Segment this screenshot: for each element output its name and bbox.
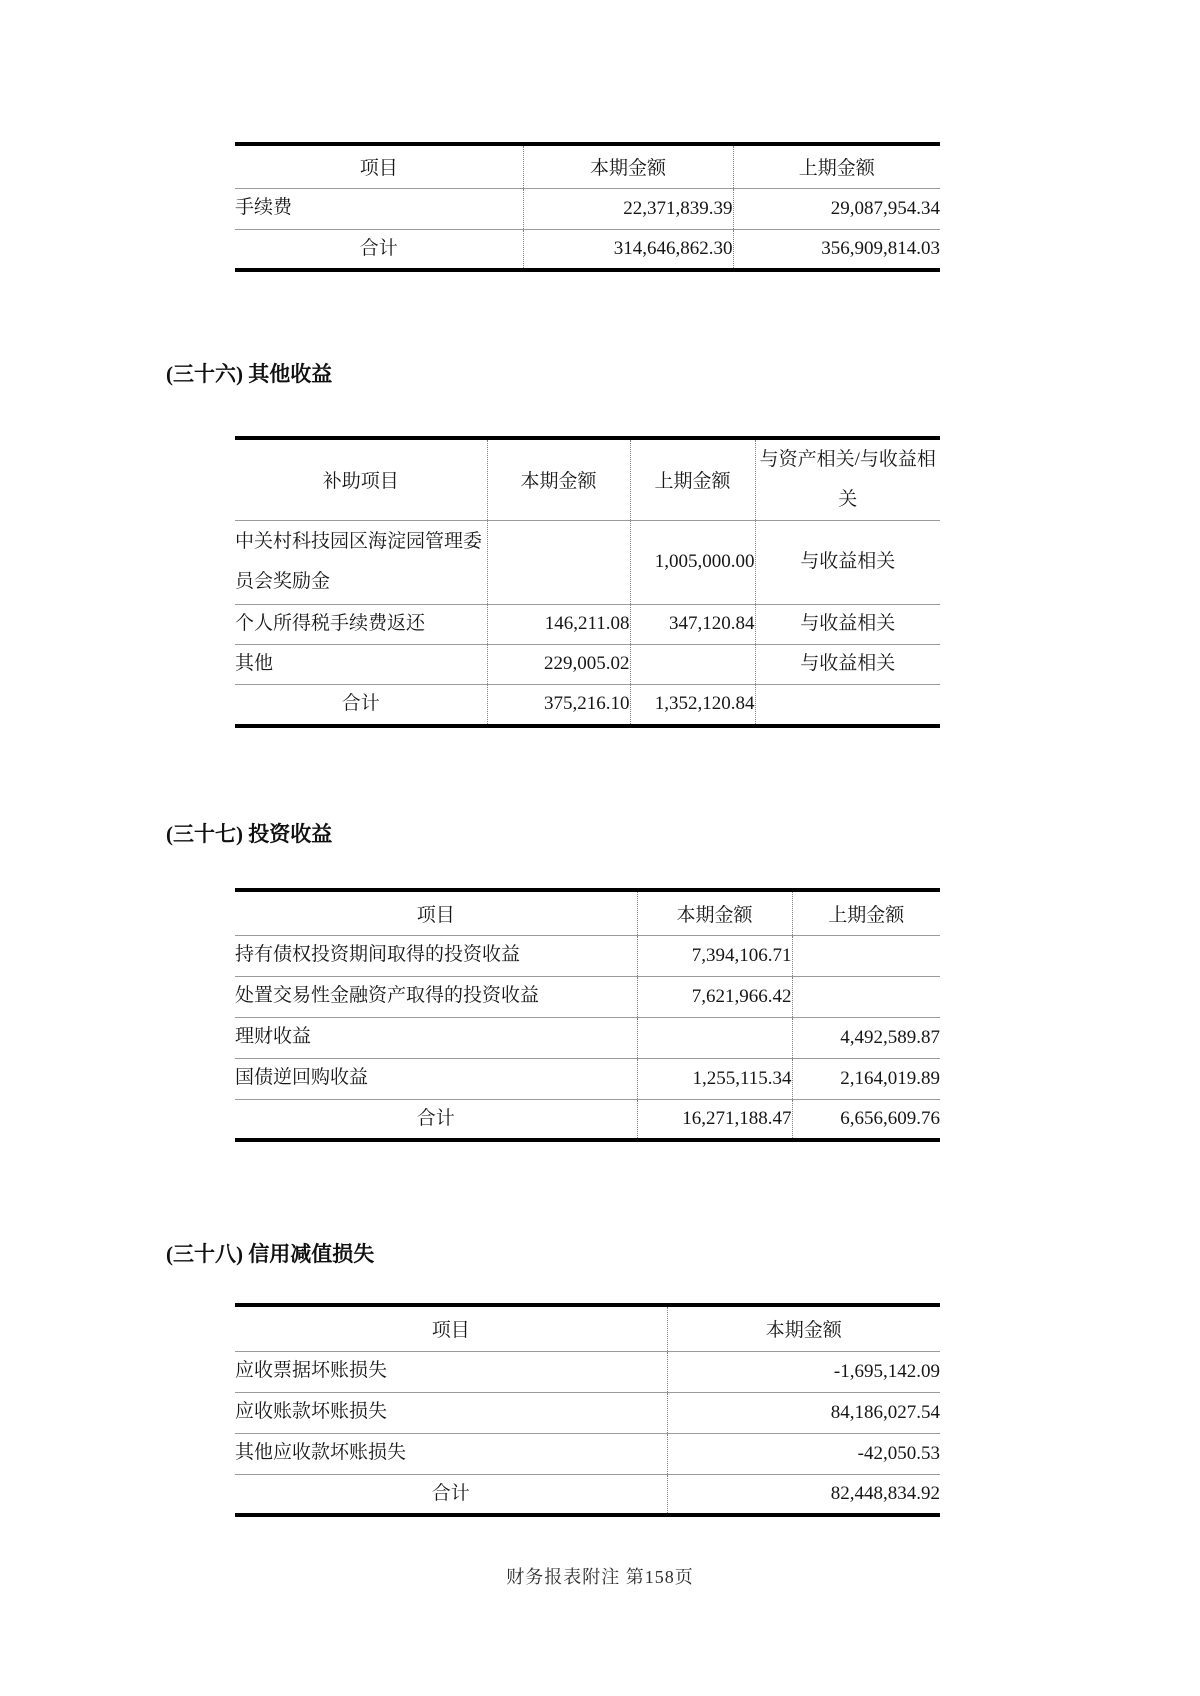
amount-cell: 1,352,120.84 [630, 684, 755, 725]
table-total-row [235, 1474, 940, 1515]
total-label-cell: 合计 [359, 237, 398, 259]
table-row [235, 1058, 940, 1099]
table-row [235, 188, 940, 229]
column-header-prior: 上期金额 [630, 438, 755, 520]
column-header-item: 补助项目 [322, 471, 399, 493]
item-cell: 国债逆回购收益 [235, 1067, 369, 1089]
section-38-title: (三十八) 信用减值损失 [166, 1242, 375, 1266]
column-header-item: 项目 [359, 158, 398, 180]
table-row [235, 604, 940, 644]
table-header-row [235, 438, 940, 520]
item-cell: 其他 [235, 652, 274, 674]
amount-cell: 2,164,019.89 [792, 1058, 940, 1099]
total-label-cell: 合计 [416, 1107, 455, 1129]
table-row [235, 1351, 940, 1392]
amount-cell: 82,448,834.92 [667, 1474, 940, 1515]
other-income-table [235, 436, 940, 728]
amount-cell: 6,656,609.76 [792, 1099, 940, 1140]
amount-cell [630, 644, 755, 684]
section-37-title: (三十七) 投资收益 [166, 822, 333, 846]
relation-cell: 与收益相关 [755, 520, 940, 604]
table-header-row [235, 1305, 940, 1351]
table-total-row [235, 684, 940, 725]
amount-cell [637, 1017, 792, 1058]
table-row [235, 935, 940, 976]
column-header-current: 本期金额 [523, 144, 733, 188]
amount-cell: 356,909,814.03 [733, 229, 940, 270]
table-row [235, 1433, 940, 1474]
item-cell: 个人所得税手续费返还 [235, 612, 426, 634]
item-cell: 手续费 [235, 197, 293, 219]
table-row [235, 520, 940, 604]
amount-cell [792, 935, 940, 976]
column-header-prior: 上期金额 [733, 144, 940, 188]
column-header-relation: 与资产相关/与收益相关 [755, 438, 940, 520]
amount-cell: 347,120.84 [630, 604, 755, 644]
item-cell: 持有债权投资期间取得的投资收益 [235, 944, 521, 966]
item-cell: 应收账款坏账损失 [235, 1401, 388, 1423]
column-header-item: 项目 [416, 904, 455, 926]
amount-cell: 29,087,954.34 [733, 188, 940, 229]
amount-cell: 7,394,106.71 [637, 935, 792, 976]
total-label-cell: 合计 [431, 1482, 470, 1504]
investment-income-table [235, 888, 940, 1142]
section-36-title: (三十六) 其他收益 [166, 362, 333, 386]
table-row [235, 1392, 940, 1433]
table-row [235, 1017, 940, 1058]
table-header-row [235, 890, 940, 935]
table-header-row [235, 144, 940, 188]
amount-cell: 146,211.08 [487, 604, 630, 644]
table-row [235, 644, 940, 684]
amount-cell: 1,255,115.34 [637, 1058, 792, 1099]
item-cell: 处置交易性金融资产取得的投资收益 [235, 985, 540, 1007]
amount-cell: 84,186,027.54 [667, 1392, 940, 1433]
amount-cell: 314,646,862.30 [523, 229, 733, 270]
amount-cell: 375,216.10 [487, 684, 630, 725]
column-header-current: 本期金额 [667, 1305, 940, 1351]
amount-cell: 22,371,839.39 [523, 188, 733, 229]
table-row [235, 976, 940, 1017]
table-total-row [235, 1099, 940, 1140]
amount-cell: 229,005.02 [487, 644, 630, 684]
column-header-prior: 上期金额 [792, 890, 940, 935]
table-total-row [235, 229, 940, 270]
column-header-current: 本期金额 [637, 890, 792, 935]
item-cell: 其他应收款坏账损失 [235, 1442, 407, 1464]
item-cell: 中关村科技园区海淀园管理委员会奖励金 [235, 531, 483, 593]
amount-cell: -42,050.53 [667, 1433, 940, 1474]
item-cell: 理财收益 [235, 1026, 312, 1048]
amount-cell: 1,005,000.00 [630, 520, 755, 604]
amount-cell: 4,492,589.87 [792, 1017, 940, 1058]
total-label-cell: 合计 [341, 692, 380, 714]
amount-cell: -1,695,142.09 [667, 1351, 940, 1392]
relation-cell: 与收益相关 [755, 604, 940, 644]
relation-cell: 与收益相关 [755, 644, 940, 684]
relation-cell [755, 684, 940, 725]
amount-cell: 7,621,966.42 [637, 976, 792, 1017]
fee-table [235, 142, 940, 272]
item-cell: 应收票据坏账损失 [235, 1360, 388, 1382]
amount-cell [792, 976, 940, 1017]
amount-cell: 16,271,188.47 [637, 1099, 792, 1140]
column-header-item: 项目 [431, 1320, 470, 1342]
credit-impairment-table [235, 1303, 940, 1517]
amount-cell [487, 520, 630, 604]
column-header-current: 本期金额 [487, 438, 630, 520]
page-footer: 财务报表附注 第158页 [506, 1567, 694, 1587]
